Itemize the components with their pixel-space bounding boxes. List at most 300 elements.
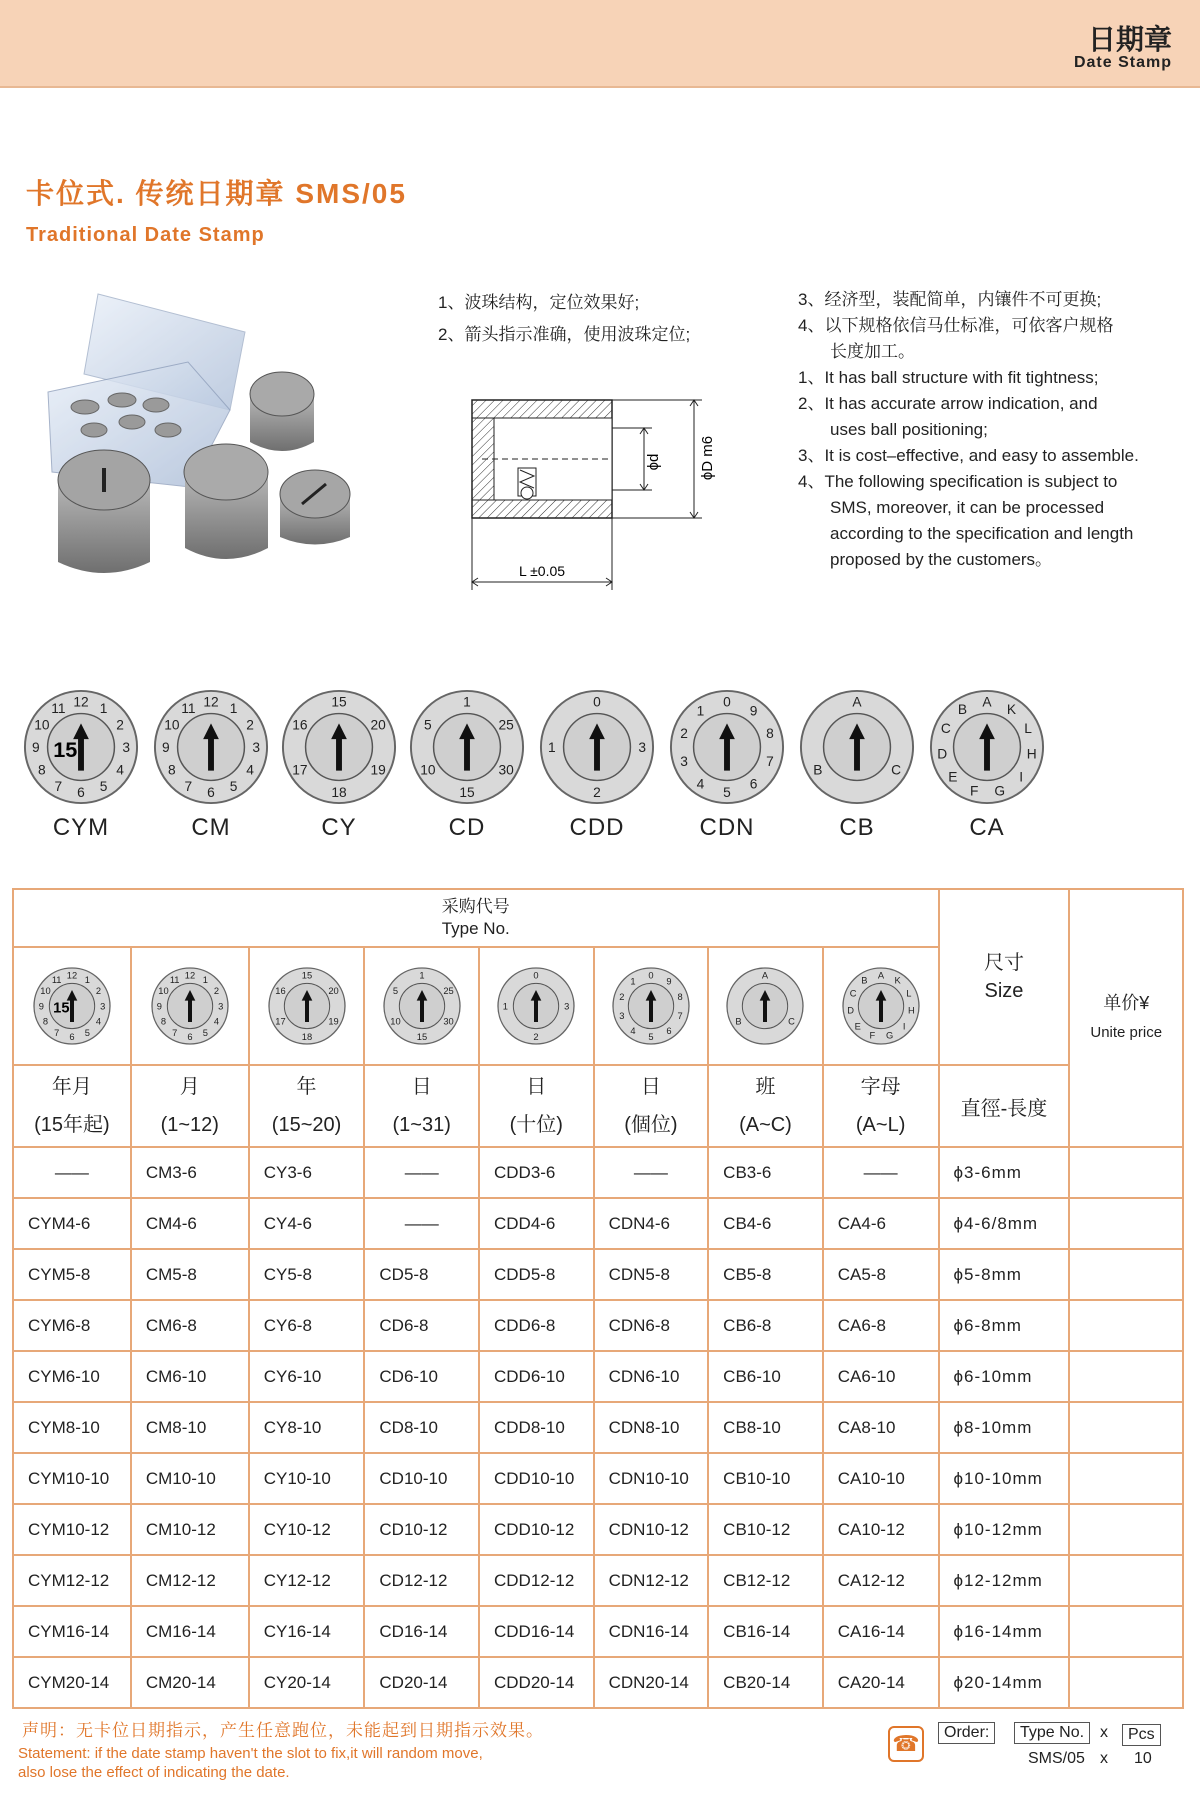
- type-no-cell: CY10-10: [249, 1453, 365, 1504]
- dial-mark: 8: [38, 762, 46, 778]
- size-cell: ϕ3-6mm: [939, 1147, 1070, 1198]
- type-no-cell: CDN6-8: [594, 1300, 709, 1351]
- dial-cy-icon: [280, 688, 398, 806]
- dial-mark: E: [854, 1021, 861, 1032]
- table-row: [13, 1249, 1183, 1300]
- dial-mark: D: [937, 746, 948, 762]
- dial-mark: 11: [51, 700, 66, 716]
- type-no-cell: CDD8-10: [479, 1402, 594, 1453]
- type-no-cell: CM5-8: [131, 1249, 249, 1300]
- type-no-cell: CA4-6: [823, 1198, 939, 1249]
- dial-mark: 1: [630, 976, 636, 987]
- dial-mark: 15: [331, 694, 347, 710]
- type-no-cell: CB16-14: [708, 1606, 823, 1657]
- dial-mark: 3: [638, 739, 647, 755]
- dial-cy-icon: [267, 966, 347, 1046]
- dial-mark: 5: [723, 785, 731, 801]
- size-cell: ϕ6-8mm: [939, 1300, 1070, 1351]
- column-label-range: (個位): [624, 1114, 678, 1136]
- column-dial-cell: [131, 947, 249, 1065]
- type-no-cell: CDN4-6: [594, 1198, 709, 1249]
- product-heading: [26, 172, 407, 247]
- type-no-cell: CDN20-14: [594, 1657, 709, 1708]
- dial-mark: 6: [207, 785, 215, 801]
- size-subheader: 直徑-長度: [939, 1065, 1070, 1147]
- dial-mark: 9: [666, 976, 672, 987]
- dial-mark: H: [907, 1005, 915, 1016]
- dial-mark: 1: [547, 739, 556, 755]
- dial-mark: 7: [184, 779, 193, 795]
- type-no-cell: CM6-8: [131, 1300, 249, 1351]
- type-no-cell: CDD10-10: [479, 1453, 594, 1504]
- price-cell: [1069, 1147, 1183, 1198]
- dial-mark: 2: [116, 717, 124, 733]
- type-no-cell: CYM5-8: [13, 1249, 131, 1300]
- dial-mark: 7: [171, 1027, 178, 1038]
- dial-cd-icon: [408, 688, 526, 806]
- table-row: [13, 1453, 1183, 1504]
- type-no-label: Type No.: [1014, 1722, 1090, 1744]
- column-label-range: (1~31): [392, 1114, 451, 1136]
- dial-mark: G: [994, 783, 1006, 799]
- dial-mark: F: [970, 783, 979, 799]
- product-photo: [40, 282, 400, 592]
- dial-mark: 2: [533, 1032, 539, 1042]
- type-no-cell: CY3-6: [249, 1147, 365, 1198]
- dial-mark: 30: [443, 1016, 454, 1027]
- type-no-cell: CDD6-10: [479, 1351, 594, 1402]
- dial-mark: 3: [252, 739, 261, 755]
- type-no-cell: CY10-12: [249, 1504, 365, 1555]
- dial-mark: 6: [749, 776, 758, 792]
- type-no-cell: CDN8-10: [594, 1402, 709, 1453]
- type-no-cell: CA8-10: [823, 1402, 939, 1453]
- price-en: Unite price: [1090, 1024, 1163, 1041]
- feature-line: 4、The following specification is subject to: [798, 472, 1118, 491]
- column-label-range: (15~20): [271, 1114, 342, 1136]
- dial-mark: 5: [99, 779, 108, 795]
- statement-en: [18, 1744, 483, 1782]
- column-label-range: (1~12): [160, 1114, 219, 1136]
- dial-mark: 0: [723, 694, 731, 710]
- dial-mark: 3: [619, 1010, 625, 1021]
- type-no-cell: CDD3-6: [479, 1147, 594, 1198]
- feature-line: 3、It is cost–effective, and easy to assemble.: [798, 446, 1139, 465]
- price-cell: [1069, 1657, 1183, 1708]
- type-no-cell: CA10-10: [823, 1453, 939, 1504]
- type-no-cell: CM3-6: [131, 1147, 249, 1198]
- price-cell: [1069, 1606, 1183, 1657]
- dial-mark: 3: [99, 1001, 106, 1012]
- type-no-cell: CDD4-6: [479, 1198, 594, 1249]
- price-cell: [1069, 1453, 1183, 1504]
- features-cn-left: [438, 287, 690, 351]
- dial-mark: 5: [202, 1027, 208, 1038]
- dial-mark: 4: [630, 1026, 636, 1037]
- dial-mark: 7: [677, 1010, 683, 1021]
- table-row: [13, 1198, 1183, 1249]
- dial-mark: 17: [274, 1016, 286, 1027]
- type-no-cell: ——: [364, 1198, 479, 1249]
- dial-code-label: CM: [191, 814, 231, 841]
- dial-cdd: [530, 688, 664, 842]
- type-no-cell: CDN12-12: [594, 1555, 709, 1606]
- column-dial-cell: [708, 947, 823, 1065]
- dial-mark: B: [957, 701, 968, 717]
- dial-mark: 7: [54, 779, 63, 795]
- price-header: [1069, 889, 1183, 1147]
- table-row: [13, 1555, 1183, 1606]
- type-no-cell: CM4-6: [131, 1198, 249, 1249]
- type-no-cell: CY5-8: [249, 1249, 365, 1300]
- type-no-cell: CB5-8: [708, 1249, 823, 1300]
- dial-code-label: CDN: [699, 814, 755, 841]
- dial-mark: B: [735, 1016, 743, 1027]
- column-label-range: (十位): [509, 1114, 563, 1136]
- dial-ca-icon: [841, 966, 921, 1046]
- dial-mark: 2: [619, 991, 625, 1002]
- dial-mark: K: [1006, 701, 1017, 717]
- dial-cd: [400, 688, 534, 842]
- dial-mark: 3: [217, 1001, 224, 1012]
- dial-mark: B: [813, 762, 823, 778]
- spec-table-wrap: [12, 888, 1184, 1708]
- dial-cb-icon: [725, 966, 805, 1046]
- column-label-cn: 月: [179, 1076, 200, 1098]
- dial-ca: [920, 688, 1054, 842]
- type-no-cell: ——: [13, 1147, 131, 1198]
- feature-line: SMS, moreover, it can be processed: [830, 498, 1105, 517]
- dial-mark: A: [877, 970, 884, 981]
- type-no-cell: CYM6-10: [13, 1351, 131, 1402]
- dial-mark: I: [1019, 769, 1024, 785]
- dial-mark: 25: [443, 986, 454, 996]
- dial-cdn-icon: [668, 688, 786, 806]
- features-right: [798, 287, 1193, 573]
- dial-mark: 1: [503, 1001, 509, 1012]
- dial-cdd-icon: [538, 688, 656, 806]
- size-cell: ϕ4-6/8mm: [939, 1198, 1070, 1249]
- price-cell: [1069, 1351, 1183, 1402]
- dial-mark: 1: [99, 700, 108, 716]
- dial-mark: 8: [766, 725, 774, 741]
- dial-mark: 6: [77, 785, 85, 801]
- dial-mark: 16: [274, 986, 286, 996]
- type-no-cell: CD8-10: [364, 1402, 479, 1453]
- type-no-cell: CY16-14: [249, 1606, 365, 1657]
- column-label-range: (A~L): [855, 1114, 906, 1136]
- type-no-cell: CYM4-6: [13, 1198, 131, 1249]
- type-no-cell: CYM20-14: [13, 1657, 131, 1708]
- type-no-cell: CA5-8: [823, 1249, 939, 1300]
- dial-mark: 19: [370, 762, 386, 778]
- dial-mark: 12: [66, 970, 78, 981]
- table-row: [13, 1300, 1183, 1351]
- dial-mark: 15: [301, 970, 312, 981]
- type-no-cell: CM8-10: [131, 1402, 249, 1453]
- dial-mark: 8: [42, 1016, 48, 1027]
- dial-mark: 1: [463, 694, 471, 710]
- dial-mark: 9: [31, 739, 40, 755]
- dial-cm: [144, 688, 278, 842]
- dial-mark: I: [902, 1021, 906, 1032]
- dim-L-label: L ±0.05: [518, 563, 566, 579]
- dial-code-label: CDD: [569, 814, 625, 841]
- dial-mark: C: [788, 1016, 796, 1027]
- dial-mark: 8: [677, 991, 683, 1002]
- dial-mark: 4: [246, 762, 254, 778]
- dial-mark: 17: [292, 762, 308, 778]
- feature-line: uses ball positioning;: [830, 420, 988, 439]
- column-dial-cell: [479, 947, 594, 1065]
- dial-row: [0, 688, 1200, 848]
- order-qty-value: 10: [1134, 1750, 1152, 1767]
- column-label: [13, 1065, 131, 1147]
- dial-code-label: CB: [839, 814, 875, 841]
- type-no-cell: CA16-14: [823, 1606, 939, 1657]
- price-cell: [1069, 1300, 1183, 1351]
- type-no-cell: CY20-14: [249, 1657, 365, 1708]
- dial-mark: 1: [202, 974, 208, 985]
- feature-line: 3、经济型，装配简单，内镶件不可更换;: [798, 290, 1102, 309]
- dial-mark: 10: [158, 986, 169, 996]
- column-label-cn: 日: [526, 1076, 547, 1098]
- dial-cb-icon: [798, 688, 916, 806]
- dial-mark: 8: [168, 762, 176, 778]
- order-type-value: SMS/05: [1028, 1750, 1085, 1767]
- column-label-range: (A~C): [739, 1114, 792, 1136]
- dial-mark: 12: [184, 970, 195, 981]
- type-no-cell: ——: [364, 1147, 479, 1198]
- column-label: [823, 1065, 939, 1147]
- dial-mark: 1: [419, 970, 425, 981]
- dial-code-label: CD: [448, 814, 486, 841]
- type-no-cell: CDD16-14: [479, 1606, 594, 1657]
- column-label-cn: 日: [640, 1076, 661, 1098]
- type-no-cell: CDD10-12: [479, 1504, 594, 1555]
- dial-mark: 20: [327, 986, 339, 996]
- type-no-cell: CDN5-8: [594, 1249, 709, 1300]
- type-no-cell: CY8-10: [249, 1402, 365, 1453]
- dial-mark: C: [940, 721, 951, 737]
- type-no-cell: CD10-12: [364, 1504, 479, 1555]
- table-row: [13, 1402, 1183, 1453]
- dial-mark: A: [852, 694, 862, 710]
- type-no-cell: ——: [823, 1147, 939, 1198]
- spec-table: [12, 888, 1184, 1709]
- dial-mark: 12: [73, 694, 89, 710]
- table-row: [13, 1147, 1183, 1198]
- dial-mark: 18: [331, 785, 347, 801]
- product-title-cn: 卡位式. 传统日期章 SMS/05: [26, 178, 407, 209]
- column-dial-cell: [249, 947, 365, 1065]
- type-no-cell: CDN16-14: [594, 1606, 709, 1657]
- dial-cdd-icon: [496, 966, 576, 1046]
- table-row: [13, 1504, 1183, 1555]
- price-cn: 单价¥: [1103, 993, 1150, 1013]
- statement-cn: 声明：无卡位日期指示，产生任意跑位，未能起到日期指示效果。: [22, 1721, 544, 1740]
- order-block: [888, 1720, 1188, 1790]
- dial-mark: D: [846, 1005, 854, 1016]
- size-cell: ϕ20-14mm: [939, 1657, 1070, 1708]
- feature-line: according to the specification and length: [830, 524, 1134, 543]
- column-label-range: (15年起): [34, 1114, 110, 1136]
- type-no-cell: CYM12-12: [13, 1555, 131, 1606]
- statement-en-line: also lose the effect of indicating the date.: [18, 1764, 290, 1781]
- dial-mark: 3: [122, 739, 131, 755]
- dial-mark: 10: [34, 717, 50, 733]
- size-cell: ϕ5-8mm: [939, 1249, 1070, 1300]
- dial-mark: 11: [51, 974, 62, 985]
- dial-cd-icon: [382, 966, 462, 1046]
- size-header: [939, 889, 1070, 1065]
- dial-mark: 5: [648, 1032, 654, 1042]
- type-no-cell: CDD5-8: [479, 1249, 594, 1300]
- type-no-cell: CD20-14: [364, 1657, 479, 1708]
- dial-mark: 30: [498, 762, 514, 778]
- type-no-cell: CD12-12: [364, 1555, 479, 1606]
- column-label: [249, 1065, 365, 1147]
- column-dial-cell: [13, 947, 131, 1065]
- dial-mark: 3: [564, 1001, 570, 1012]
- dial-mark: 5: [424, 717, 432, 733]
- dial-mark: 8: [160, 1016, 166, 1027]
- banner-title-cn: 日期章: [1087, 24, 1172, 55]
- size-cell: ϕ8-10mm: [939, 1402, 1070, 1453]
- type-no-cell: CY6-10: [249, 1351, 365, 1402]
- table-row: [13, 1351, 1183, 1402]
- dial-mark: H: [1026, 746, 1037, 762]
- dial-mark: 15: [416, 1032, 427, 1042]
- dial-mark: 11: [181, 700, 196, 716]
- column-label: [364, 1065, 479, 1147]
- dial-cym-icon: [32, 966, 112, 1046]
- column-dial-cell: [594, 947, 709, 1065]
- type-no-cell: CY4-6: [249, 1198, 365, 1249]
- dial-mark: 2: [680, 725, 688, 741]
- dial-cdn: [660, 688, 794, 842]
- type-no-cell: CB20-14: [708, 1657, 823, 1708]
- size-cell: ϕ10-10mm: [939, 1453, 1070, 1504]
- type-no-cell: CDN10-10: [594, 1453, 709, 1504]
- dial-code-label: CY: [321, 814, 357, 841]
- type-no-cell: CD10-10: [364, 1453, 479, 1504]
- type-no-cell: CA6-8: [823, 1300, 939, 1351]
- column-dial-cell: [823, 947, 939, 1065]
- dial-mark: 5: [229, 779, 238, 795]
- pcs-label: Pcs: [1122, 1724, 1161, 1746]
- statement-en-line: Statement: if the date stamp haven't the slot to fix,it will random move,: [18, 1745, 483, 1762]
- dial-cy: [272, 688, 406, 842]
- dial-mark: 6: [666, 1026, 672, 1037]
- dial-mark: 4: [95, 1016, 102, 1027]
- type-no-cell: CM10-12: [131, 1504, 249, 1555]
- column-label: [594, 1065, 709, 1147]
- dial-mark: A: [762, 970, 769, 981]
- dial-mark: 10: [420, 762, 436, 778]
- type-no-cell: CB6-10: [708, 1351, 823, 1402]
- dial-mark: 20: [370, 717, 386, 733]
- type-no-cell: ——: [594, 1147, 709, 1198]
- type-no-cell: CYM10-10: [13, 1453, 131, 1504]
- size-cell: ϕ16-14mm: [939, 1606, 1070, 1657]
- dial-ca-icon: [928, 688, 1046, 806]
- table-row: [13, 1657, 1183, 1708]
- type-no-cell: CB12-12: [708, 1555, 823, 1606]
- size-en: Size: [984, 980, 1024, 1002]
- dial-mark: 0: [533, 970, 539, 981]
- dial-center-number: 15: [53, 1000, 70, 1017]
- dial-mark: 4: [213, 1016, 219, 1027]
- column-label-row: [13, 1065, 1183, 1147]
- dial-mark: 3: [680, 753, 688, 769]
- times-sign: x: [1100, 1724, 1108, 1741]
- dial-mark: 5: [84, 1027, 90, 1038]
- dim-d-label: ϕd: [645, 453, 662, 471]
- type-no-cell: CA10-12: [823, 1504, 939, 1555]
- type-no-cn: 采购代号: [441, 897, 510, 916]
- feature-line: proposed by the customers。: [830, 550, 1053, 569]
- column-label: [479, 1065, 594, 1147]
- type-no-cell: CD6-10: [364, 1351, 479, 1402]
- price-cell: [1069, 1504, 1183, 1555]
- type-no-cell: CB10-10: [708, 1453, 823, 1504]
- dial-mark: 16: [292, 717, 308, 733]
- type-no-cell: CB10-12: [708, 1504, 823, 1555]
- top-banner: [0, 0, 1200, 88]
- dial-cm-icon: [152, 688, 270, 806]
- price-cell: [1069, 1198, 1183, 1249]
- dial-mark: 7: [53, 1027, 60, 1038]
- column-label-cn: 日: [411, 1076, 432, 1098]
- dial-mark: 19: [327, 1016, 339, 1027]
- dial-cb: [790, 688, 924, 842]
- dial-cym: [14, 688, 148, 842]
- type-no-cell: CDD20-14: [479, 1657, 594, 1708]
- technical-drawing: [462, 390, 762, 600]
- type-no-cell: CA6-10: [823, 1351, 939, 1402]
- dial-mark: 5: [392, 986, 398, 996]
- type-no-cell: CM20-14: [131, 1657, 249, 1708]
- dial-center-number: 15: [53, 736, 78, 762]
- type-no-cell: CY12-12: [249, 1555, 365, 1606]
- dial-code-label: CA: [969, 814, 1005, 841]
- column-label: [708, 1065, 823, 1147]
- type-no-cell: CYM10-12: [13, 1504, 131, 1555]
- column-label: [131, 1065, 249, 1147]
- feature-line: 4、以下规格依信马仕标准，可依客户规格: [798, 316, 1114, 335]
- dial-mark: 7: [766, 753, 774, 769]
- feature-line: 1、波珠结构，定位效果好;: [438, 293, 640, 312]
- feature-line: 长度加工。: [830, 342, 915, 361]
- type-no-cell: CD5-8: [364, 1249, 479, 1300]
- type-no-cell: CDD12-12: [479, 1555, 594, 1606]
- dial-mark: C: [891, 762, 902, 778]
- type-no-cell: CYM8-10: [13, 1402, 131, 1453]
- dial-code-label: CYM: [52, 814, 110, 841]
- dial-mark: F: [869, 1030, 875, 1041]
- dial-mark: 6: [187, 1032, 193, 1042]
- column-dial-cell: [364, 947, 479, 1065]
- type-no-cell: CDN6-10: [594, 1351, 709, 1402]
- dial-mark: 25: [498, 717, 514, 733]
- type-no-en: Type No.: [441, 919, 510, 938]
- dial-mark: 9: [38, 1001, 44, 1012]
- dial-mark: 9: [749, 703, 758, 719]
- dial-mark: 10: [164, 717, 180, 733]
- type-no-header: [13, 889, 939, 947]
- product-title-en: Traditional Date Stamp: [26, 224, 265, 246]
